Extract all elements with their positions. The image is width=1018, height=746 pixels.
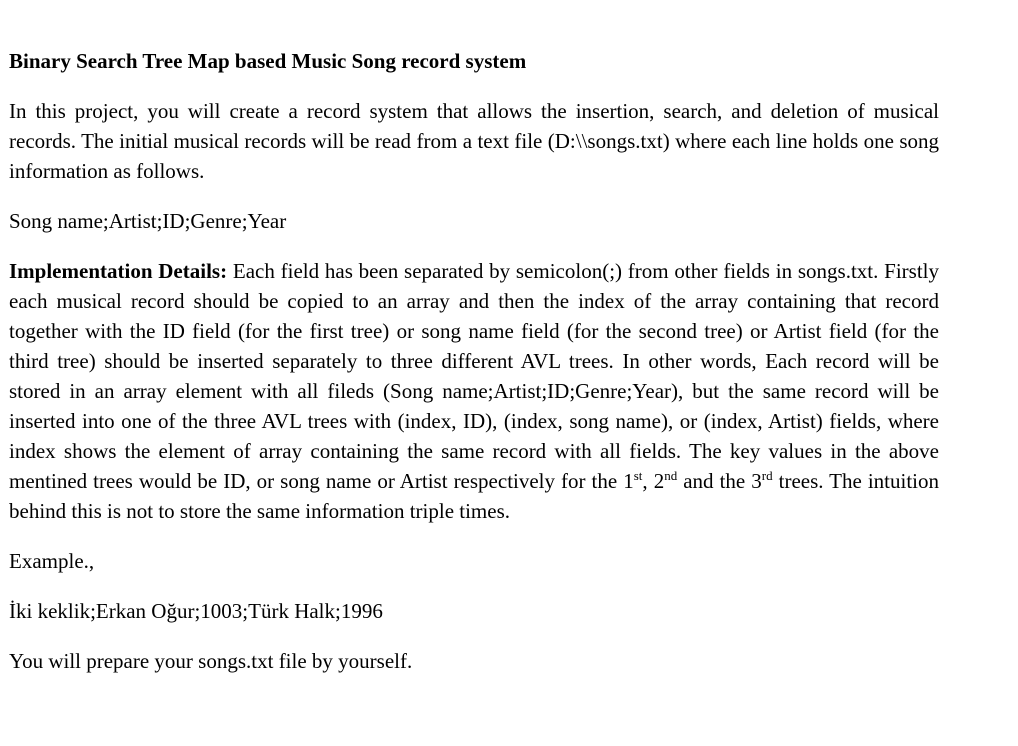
ordinal-suffix-first: st — [633, 468, 643, 483]
closing-line: You will prepare your songs.txt file by yourself. — [9, 649, 413, 673]
intro-paragraph: In this project, you will create a record system that allows the insertion, search, and deletion of musical records. The initial musical records will be read from a text file (D:\\songs.txt) where each line holds one song information as follows. — [9, 99, 939, 183]
ordinal-separator-second: , 2 — [642, 469, 665, 493]
implementation-paragraph — [9, 256, 939, 526]
implementation-text-part1: Each field has been separated by semicolon(;) from other fields in songs.txt. Firstly each musical record should be copied to an array and then the index of the array containing that record together with the ID field (for the first tree) or song name field (for the second tree) or Artist field (for the third tree) should be inserted separately to three different AVL trees. In other words, Each record will be stored in an array element with all fileds (Song name;Artist;ID;Genre;Year), but the same record will be inserted into one of the three AVL trees with (index, ID), (index, song name), or (index, Artist) fields, where index shows the element of array containing the same record with all fields. The key values in the above mentined trees would be ID, or song name or Artist respectively for the 1 — [9, 259, 939, 493]
document-title: Binary Search Tree Map based Music Song record system — [9, 49, 527, 73]
record-format-line: Song name;Artist;ID;Genre;Year — [9, 209, 287, 233]
example-record-line: İki keklik;Erkan Oğur;1003;Türk Halk;1996 — [9, 599, 383, 623]
ordinal-suffix-second: nd — [664, 468, 678, 483]
document-page — [9, 46, 939, 696]
example-label: Example., — [9, 549, 95, 573]
implementation-label: Implementation Details: — [9, 259, 228, 283]
ordinal-separator-third: and the 3 — [677, 469, 762, 493]
implementation-text-part2: trees. The intuition behind this is not to store the same information triple times. — [9, 469, 940, 523]
ordinal-suffix-third: rd — [761, 468, 773, 483]
